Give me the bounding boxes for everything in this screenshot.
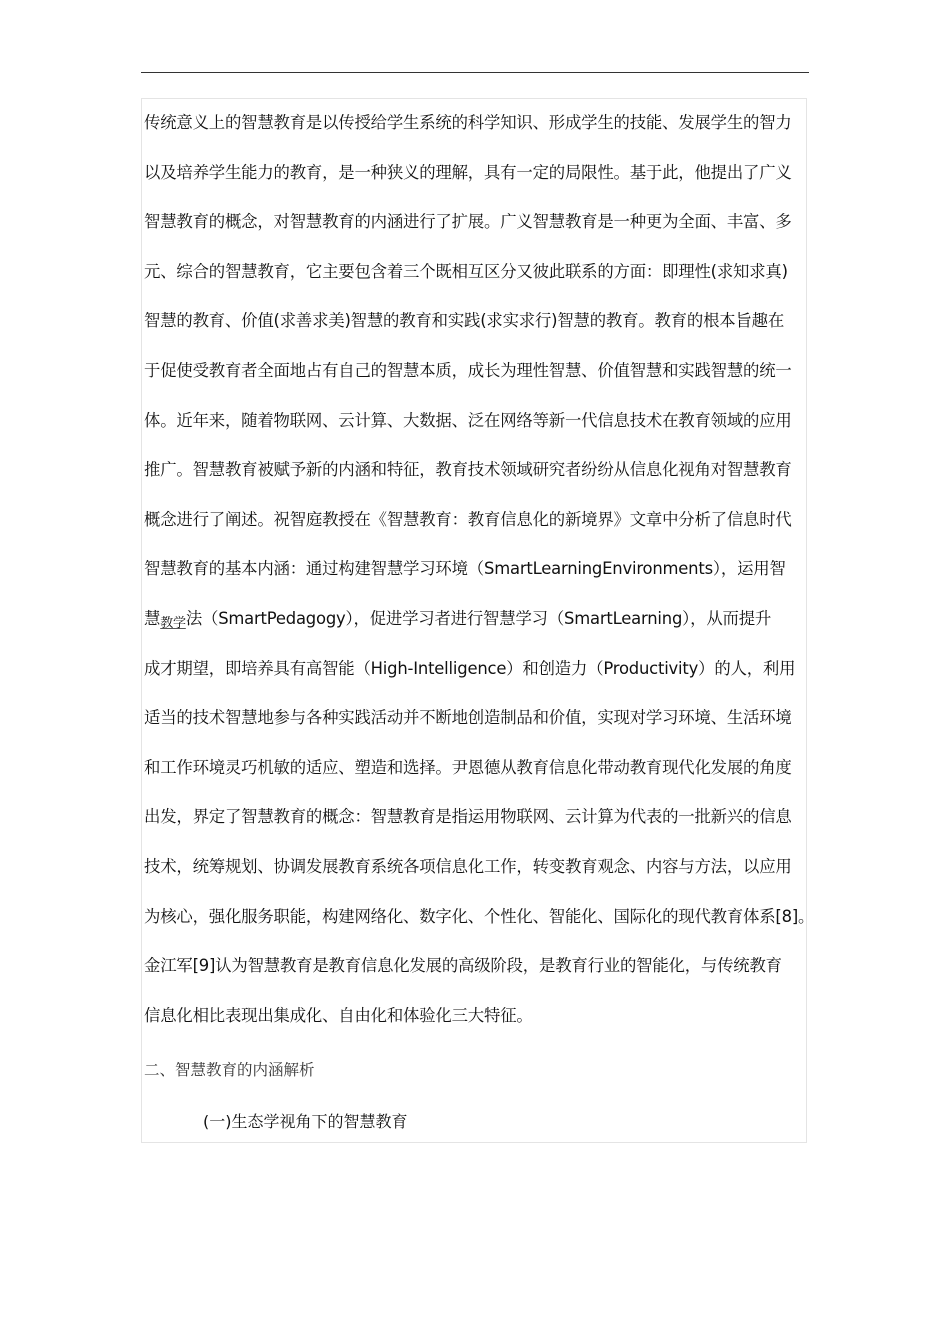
- header-rule: [141, 72, 809, 73]
- paragraph-line: 智慧教育的基本内涵：通过构建智慧学习环境（SmartLearningEnvironments），运用智: [144, 559, 786, 579]
- paragraph-line: 和工作环境灵巧机敏的适应、塑造和选择。尹恩德从教育信息化带动教育现代化发展的角度: [144, 757, 792, 777]
- paragraph-line: 金江军[9]认为智慧教育是教育信息化发展的高级阶段，是教育行业的智能化，与传统教育: [144, 956, 782, 976]
- paragraph-line: 出发，界定了智慧教育的概念：智慧教育是指运用物联网、云计算为代表的一批新兴的信息: [144, 807, 792, 827]
- paragraph-line: 成才期望，即培养具有高智能（High-Intelligence）和创造力（Productivity）的人，利用: [144, 658, 796, 678]
- sub-heading: (一)生态学视角下的智慧教育: [203, 1112, 408, 1131]
- paragraph-line: 适当的技术智慧地参与各种实践活动并不断地创造制品和价值，实现对学习环境、生活环境: [144, 708, 792, 728]
- paragraph-line: 技术，统筹规划、协调发展教育系统各项信息化工作，转变教育观念、内容与方法，以应用: [144, 856, 792, 876]
- paragraph-line: 体。近年来，随着物联网、云计算、大数据、泛在网络等新一代信息技术在教育领域的应用: [144, 410, 792, 430]
- paragraph-line: 概念进行了阐述。祝智庭教授在《智慧教育：教育信息化的新境界》文章中分析了信息时代: [144, 509, 792, 529]
- body-paragraph: [144, 98, 824, 1040]
- paragraph-line: 智慧教育的概念，对智慧教育的内涵进行了扩展。广义智慧教育是一种更为全面、丰富、多: [144, 212, 792, 232]
- line-text: 法（SmartPedagogy），促进学习者进行智慧学习（SmartLearning），从而提升: [185, 608, 772, 628]
- paragraph-line: 传统意义上的智慧教育是以传授给学生系统的科学知识、形成学生的技能、发展学生的智力: [144, 113, 792, 132]
- paragraph-line: [144, 594, 824, 644]
- paragraph-line: 元、综合的智慧教育，它主要包含着三个既相互区分又彼此联系的方面：即理性(求知求真): [144, 261, 788, 281]
- underlined-link-text[interactable]: 教学: [160, 615, 186, 631]
- paragraph-line: 智慧的教育、价值(求善求美)智慧的教育和实践(求实求行)智慧的教育。教育的根本旨趣在: [144, 311, 785, 331]
- paragraph-line: 推广。智慧教育被赋予新的内涵和特征，教育技术领域研究者纷纷从信息化视角对智慧教育: [144, 460, 792, 480]
- paragraph-line: 以及培养学生能力的教育，是一种狭义的理解，具有一定的局限性。基于此，他提出了广义: [144, 162, 792, 182]
- paragraph-line: 信息化相比表现出集成化、自由化和体验化三大特征。: [144, 1005, 533, 1025]
- line-text: 慧: [144, 608, 161, 628]
- paragraph-line: 于促使受教育者全面地占有自己的智慧本质，成长为理性智慧、价值智慧和实践智慧的统一: [144, 360, 792, 380]
- section-heading: 二、智慧教育的内涵解析: [144, 1061, 315, 1079]
- paragraph-line: 为核心，强化服务职能，构建网络化、数字化、个性化、智能化、国际化的现代教育体系[8]。: [144, 906, 815, 926]
